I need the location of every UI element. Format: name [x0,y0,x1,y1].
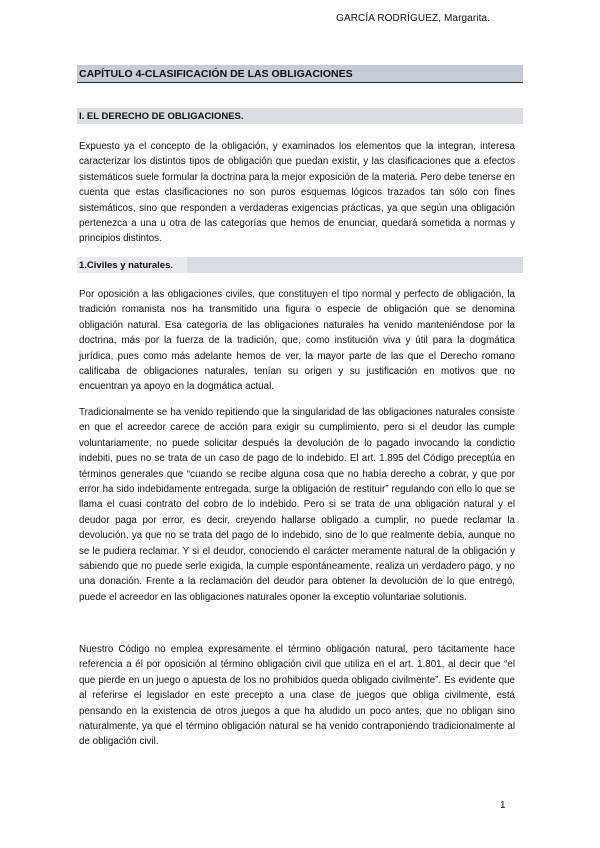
paragraph-intro: Expuesto ya el concepto de la obligación, y examinados los elementos que la integran, interesa caracterizar los distintos tipos de obligación que puedan existir, y las clasificaciones que a efectos sistemáticos suele formular la doctrina para la mejor exposición de la materia. Pero debe tenerse en cuenta que estas clasificaciones no son puros esquemas lógicos trazados tan sólo con fines sistemáticos, sino que responden a verdaderas exigencias prácticas, ya que según una obligación pertenezca a una u otra de las categorías que hemos de enunciar, quedará sometida a normas y principios distintos. [79,141,515,245]
subsection-heading-bar [77,257,523,273]
paragraph-codigo: Nuestro Código no emplea expresamente el término obligación natural, pero tácitamente hace referencia a él por oposición al término obligación civil que utiliza en el art. 1.801, al decir que “el que pierde en un juego o apuesta de los no prohibidos queda obligado civilmente”. Es evidente que al referirse el legislador en este precepto a una clase de juegos que obliga civilmente, está pensando en la existencia de otros juegos a que ha aludido un poco antes, que no obligan sino naturalmente, ya que el término obligación natural se ha venido contraponiendo tradicionalmente al de obligación civil. [79,644,515,748]
section-title: I. EL DERECHO DE OBLIGACIONES. [79,111,244,122]
paragraph-tradition: Tradicionalmente se ha venido repitiendo que la singularidad de las obligaciones naturales consiste en que el acreedor carece de acción para exigir su cumplimiento, pero si el deudor las cumple voluntariamente, no puede solicitar después la devolución de lo pagado invocando la condictio indebiti, pues no se trata de un caso de pago de lo indebido. El art. 1.895 del Código preceptúa en términos generales que “cuando se recibe alguna cosa que no había derecho a cobrar, y que por error ha sido indebidamente entregada, surge la obligación de restituir” regulando con ello lo que se llama el cuasi contrato del cobro de lo indebido. Pero si se trata de una obligación natural y el deudor paga por error, es decir, creyendo hallarse obligado a cumplir, no puede reclamar la devolución, ya que no se trata del pago de lo indebido, sino de lo que realmente debía, aunque no se le pudiera reclamar. Y si el deudor, conociendo el carácter meramente natural de la obligación y sabiendo que no puede serle exigida, la cumple espontáneamente, realiza un verdadero pago, y no una donación. Frente a la reclamación del deudor para obtener la devolución de lo que entregó, puede el acreedor en las obligaciones naturales oponer la exceptio voluntariae solutionis. [79,407,515,603]
chapter-title: CAPÍTULO 4-CLASIFICACIÓN DE LAS OBLIGACIONES [79,68,353,80]
header-author: GARCÍA RODRÍGUEZ, Margarita. [336,13,490,24]
chapter-heading-bar [77,65,523,83]
subsection-title: 1.Civiles y naturales. [79,260,173,271]
page-number: 1 [500,800,506,811]
section-heading-bar [77,108,523,124]
paragraph-civil-natural: Por oposición a las obligaciones civiles, que constituyen el tipo normal y perfecto de obligación, la tradición romanista nos ha transmitido una figura o especie de obligación que se denomina obligación natural. Esa categoría de las obligaciones naturales ha venido manteniéndose por la doctrina, más por la fuerza de la tradición, que, como institución viva y útil para la dogmática jurídica, pues como más adelante hemos de ver, la mayor parte de las que el Derecho romano calificaba de obligaciones naturales, tenían su origen y su justificación en motivos que no encuentran ya apoyo en la dogmática actual. [79,289,515,393]
